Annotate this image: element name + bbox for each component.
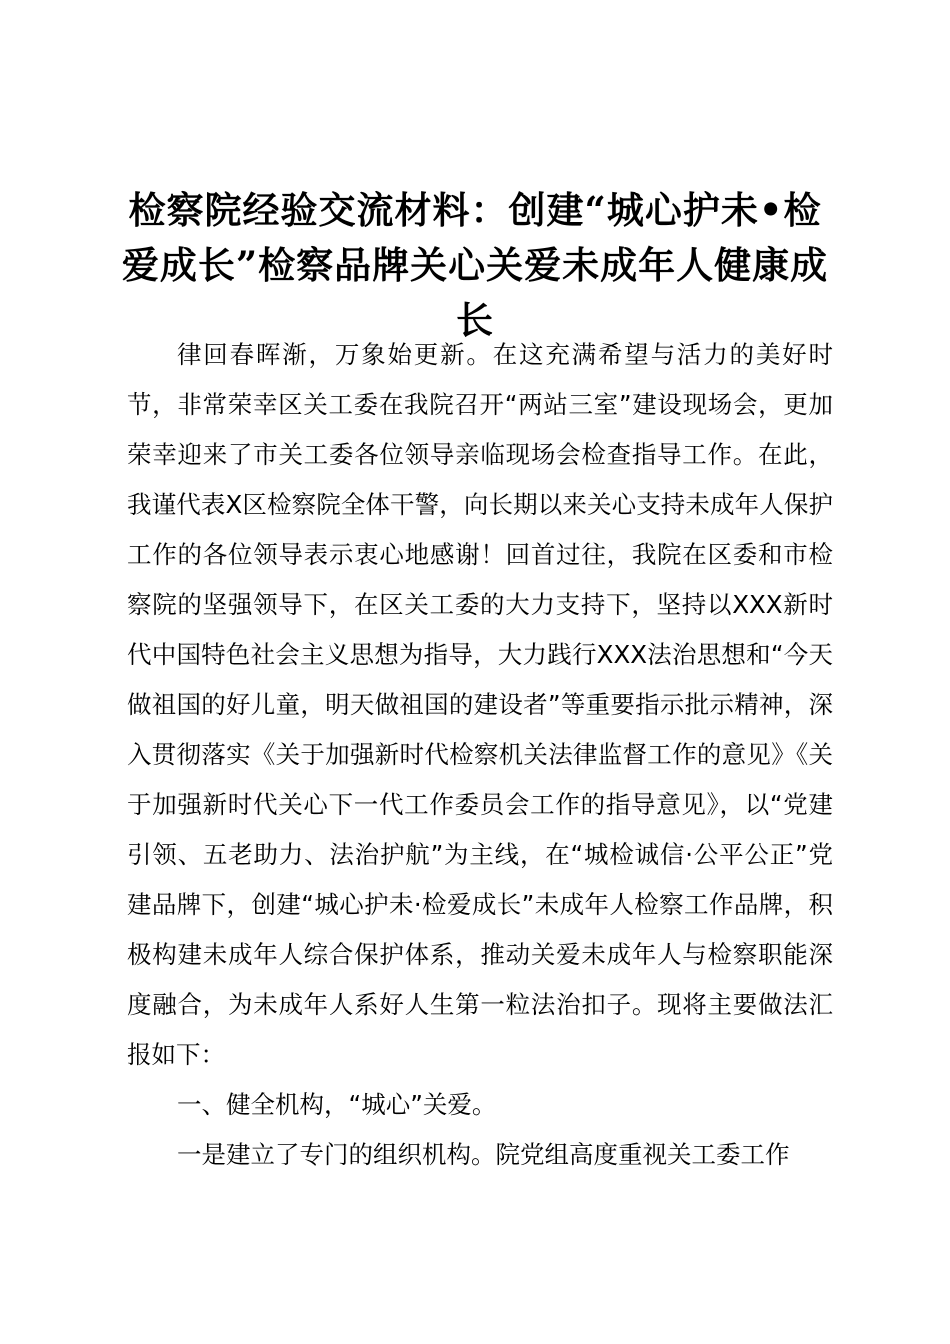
document-title: 检察院经验交流材料：创建“城心护未•检爱成长”检察品牌关心关爱未成年人健康成长 [121,188,829,342]
body-paragraph: 一是建立了专门的组织机构。院党组高度重视关工委工作 [177,1140,790,1169]
intro-paragraph: 律回春晖渐，万象始更新。在这充满希望与活力的美好时节，非常荣幸区关工委在我院召开“两站三室”建设现场会，更加荣幸迎来了市关工委各位领导亲临现场会检查指导工作。在此，我谨代表X区检察院全体干警，向长期以来关心支持未成年人保护工作的各位领导表示衷心地感谢！回首过往，我院在区委和市检察院的坚强领导下，在区关工委的大力支持下，坚持以XXX新时代中国特色社会主义思想为指导，大力践行XXX法治思想和“今天做祖国的好儿童，明天做祖国的建设者”等重要指示批示精神，深入贯彻落实《关于加强新时代检察机关法律监督工作的意见》《关于加强新时代关心下一代工作委员会工作的指导意见》，以“党建引领、五老助力、法治护航”为主线，在“城检诚信·公平公正”党建品牌下，创建“城心护未·检爱成长”未成年人检察工作品牌，积极构建未成年人综合保护体系，推动关爱未成年人与检察职能深度融合，为未成年人系好人生第一粒法治扣子。现将主要做法汇报如下： [127,340,833,1069]
document-body [127,330,833,1180]
section-heading: 一、健全机构，“城心”关爱。 [177,1090,497,1119]
